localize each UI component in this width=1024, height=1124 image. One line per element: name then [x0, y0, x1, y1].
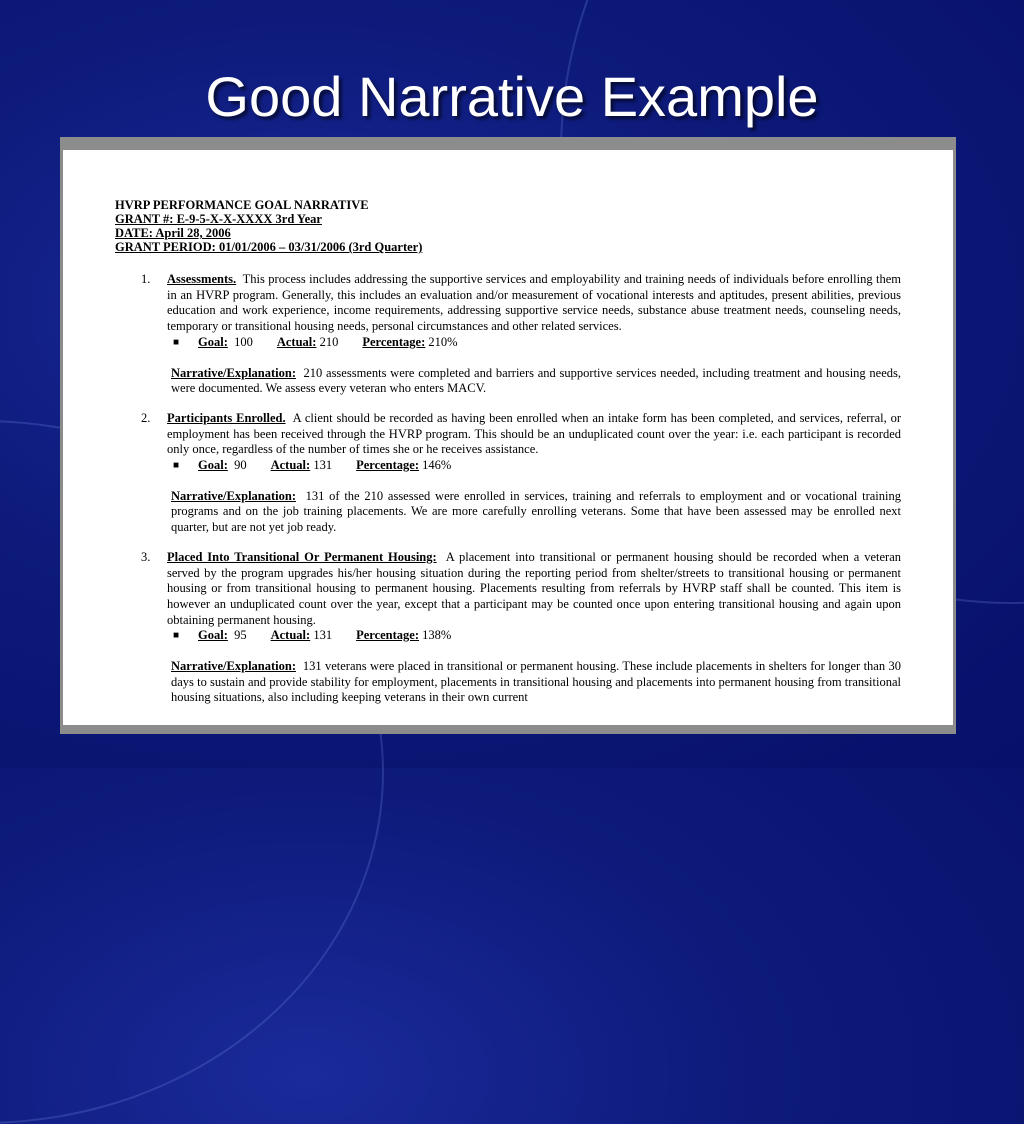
actual-label: Actual:	[270, 458, 311, 473]
item-paragraph	[167, 411, 901, 458]
percentage-value: 138%	[422, 628, 452, 643]
item-narrative	[171, 366, 901, 397]
item-text: This process includes addressing the supportive services and employability and training needs of individuals before enrolling them in an HVRP program. Generally, this includes an evaluation and/or measurement of vocational interests and aptitudes, present abilities, previous education and work experience, income requirements, addressing supportive service needs, substance abuse treatment needs, counseling needs, temporary or transitional housing needs, personal circumstances and other related services.	[167, 272, 901, 334]
item-heading: Participants Enrolled.	[167, 410, 286, 425]
percentage-value: 210%	[428, 334, 458, 349]
doc-header-grant: GRANT #: E-9-5-X-X-XXXX 3rd Year	[115, 212, 322, 226]
percentage-label: Percentage:	[356, 628, 419, 643]
item-text: A placement into transitional or permanent housing should be recorded when a veteran served by the program upgrades his/her housing situation during the reporting period from shelter/streets to transitional housing or permanent housing or from transitional housing to permanent housing. Placements resulting from referrals by HVRP staff shall be counted. This item is however an unduplicated count over the year, except that a participant may be counted once upon entering transitional housing and again upon obtaining permanent housing.	[167, 549, 901, 627]
item-paragraph	[167, 550, 901, 629]
item-stats	[167, 335, 901, 351]
percentage-label: Percentage:	[362, 334, 426, 349]
document-image-frame	[60, 137, 956, 734]
doc-header-title: HVRP PERFORMANCE GOAL NARRATIVE	[115, 198, 369, 212]
narrative-text: 131 of the 210 assessed were enrolled in services, training and referrals to employment and or vocational training programs and on the job training placements. We are more carefully enrolling veterans. Some that have been assessed may be enrolled next quarter, but are not yet job ready.	[171, 488, 901, 535]
percentage-label: Percentage:	[356, 458, 419, 473]
item-narrative	[171, 659, 901, 706]
item-narrative	[171, 489, 901, 536]
actual-label: Actual:	[276, 334, 317, 349]
item-stats	[167, 628, 901, 644]
item-number: 3.	[141, 549, 151, 564]
percentage-value: 146%	[422, 458, 452, 473]
goal-label: Goal:	[198, 334, 228, 349]
goal-label: Goal:	[198, 458, 228, 473]
item-heading: Placed Into Transitional Or Permanent Housing:	[167, 549, 437, 564]
goal-value: 100	[234, 334, 253, 349]
item-number: 2.	[141, 410, 151, 425]
narrative-label: Narrative/Explanation:	[171, 659, 296, 674]
item-text: A client should be recorded as having been enrolled when an intake form has been completed, and services, referral, or employment has been received through the HVRP program. This should be an unduplicated count over the year: i.e. each participant is recorded only once, regardless of the number of times she or he receives assistance.	[167, 410, 901, 457]
item-number: 1.	[141, 272, 151, 286]
slide-title: Good Narrative Example	[205, 65, 819, 128]
doc-header-period: GRANT PERIOD: 01/01/2006 – 03/31/2006 (3rd Quarter)	[115, 240, 423, 254]
document-page	[63, 150, 953, 728]
doc-header-date: DATE: April 28, 2006	[115, 226, 231, 240]
item-stats	[167, 458, 901, 474]
bullet-icon: ■	[173, 630, 180, 642]
narrative-text: 131 veterans were placed in transitional or permanent housing. These include placements in shelters for longer than 30 days to sustain and provide stability for employment, placements in transitional housing and placements into permanent housing from transitional housing situations, also including keeping veterans in their own current	[171, 659, 902, 705]
narrative-text: 210 assessments were completed and barriers and supportive services needed, including treatment and housing needs, were documented. We assess every veteran who enters MACV.	[171, 365, 902, 396]
document-content	[115, 198, 901, 720]
goal-item	[115, 550, 901, 706]
actual-value: 210	[319, 334, 339, 349]
actual-label: Actual:	[270, 628, 311, 643]
goal-value: 90	[234, 458, 247, 473]
bullet-icon: ■	[173, 336, 180, 348]
goal-label: Goal:	[198, 628, 228, 643]
goal-item	[115, 411, 901, 536]
narrative-label: Narrative/Explanation:	[171, 488, 296, 503]
bullet-icon: ■	[173, 460, 180, 472]
actual-value: 131	[313, 458, 333, 473]
item-heading: Assessments.	[167, 272, 237, 286]
goal-value: 95	[234, 628, 247, 643]
actual-value: 131	[313, 628, 333, 643]
document-bottom-edge	[60, 725, 956, 734]
narrative-label: Narrative/Explanation:	[171, 365, 296, 380]
item-paragraph	[167, 272, 901, 335]
goal-item	[115, 272, 901, 397]
